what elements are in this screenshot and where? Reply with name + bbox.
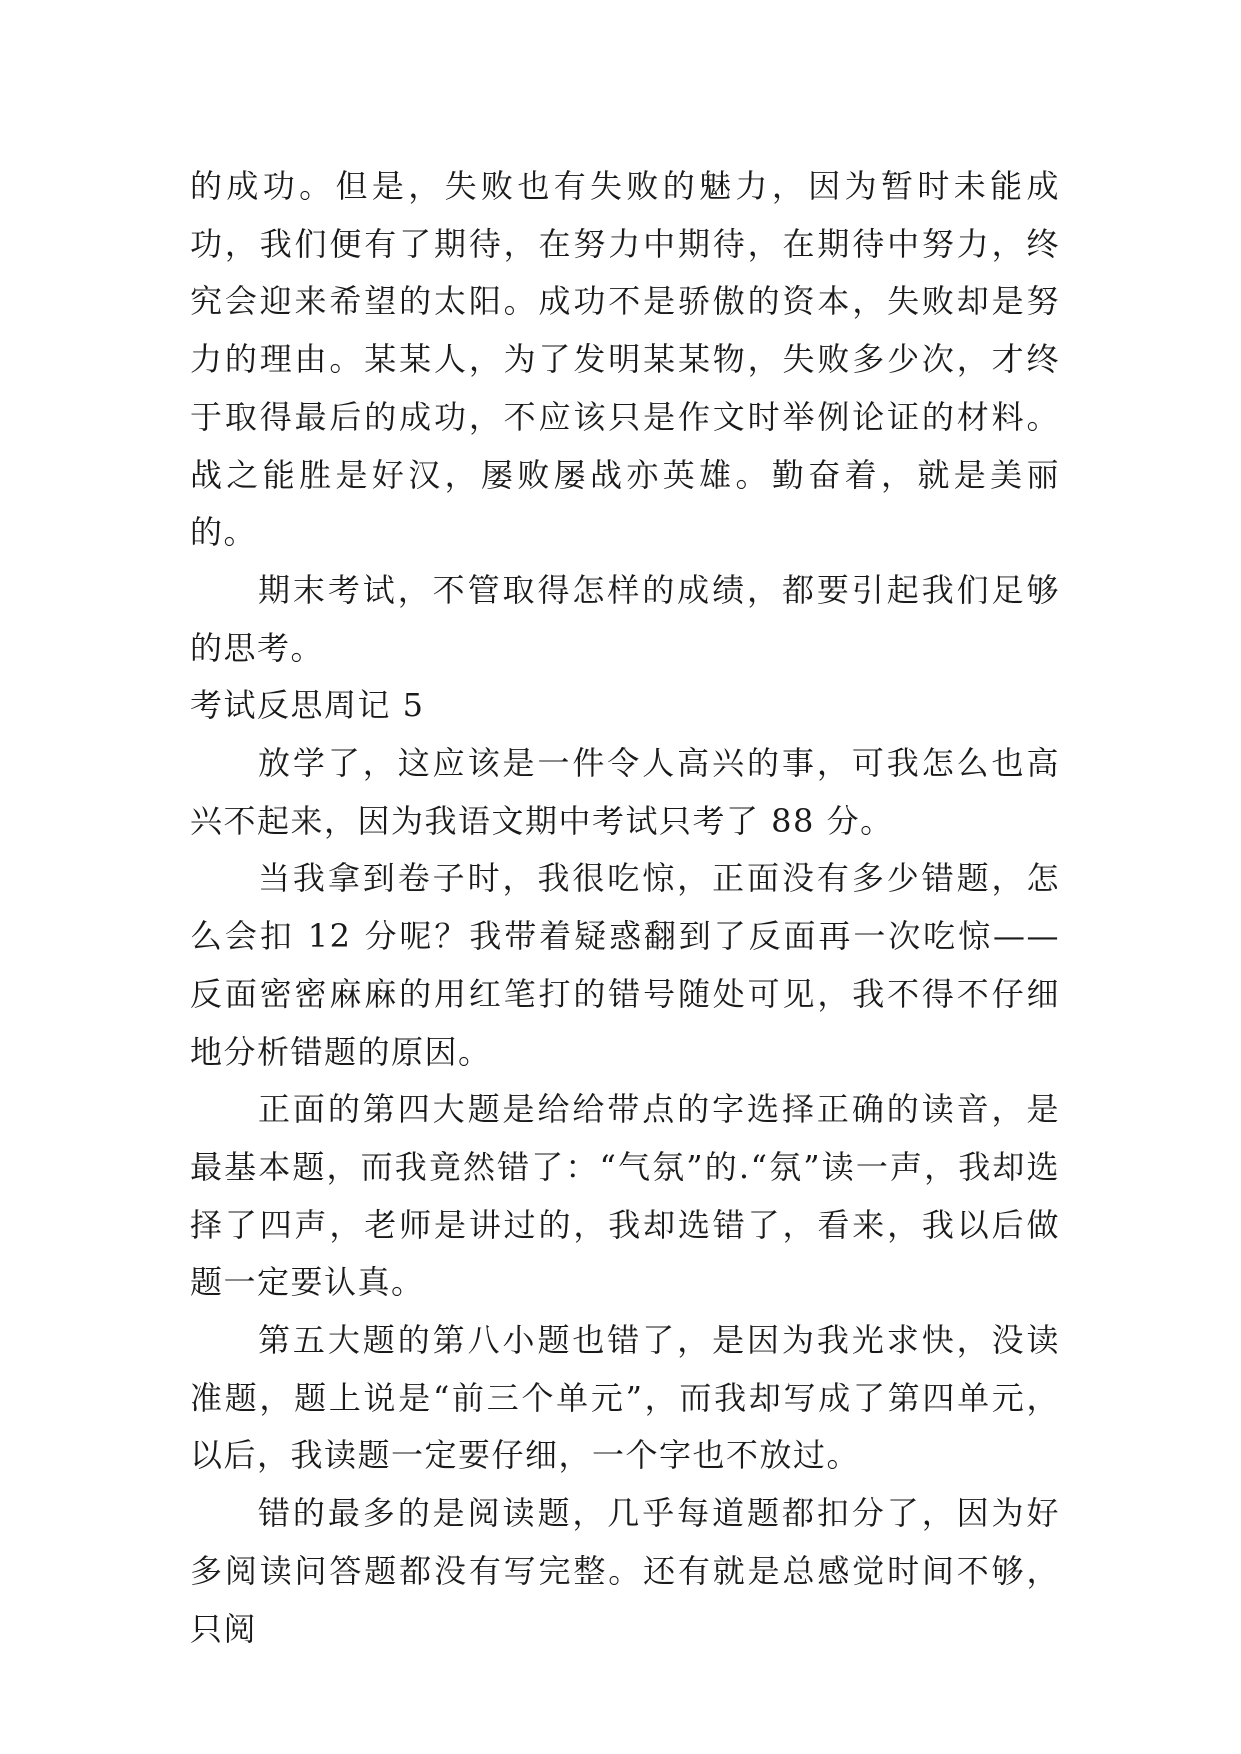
paragraph-question-five: 第五大题的第八小题也错了，是因为我光求快，没读准题，题上说是“前三个单元”，而我却写成了第四单元，以后，我读题一定要仔细，一个字也不放过。	[190, 1321, 1060, 1475]
paragraph-continued: 的成功。但是，失败也有失败的魅力，因为暂时未能成功，我们便有了期待，在努力中期待，在期待中努力，终究会迎来希望的太阳。成功不是骄傲的资本，失败却是努力的理由。某某人，为了发明某某物，失败多少次，才终于取得最后的成功，不应该只是作文时举例论证的材料。战之能胜是好汉，屡败屡战亦英雄。勤奋着，就是美丽的。	[190, 167, 1060, 552]
paragraph-question-four: 正面的第四大题是给给带点的字选择正确的读音，是最基本题，而我竟然错了：“气氛”的.“氛”读一声，我却选择了四声，老师是讲过的，我却选错了，看来，我以后做题一定要认真。	[190, 1090, 1060, 1302]
paragraph-reading-questions: 错的最多的是阅读题，几乎每道题都扣分了，因为好多阅读问答题都没有写完整。还有就是总感觉时间不够，只阅	[190, 1494, 1060, 1648]
paragraph-exam-reflection: 期末考试，不管取得怎样的成绩，都要引起我们足够的思考。	[190, 570, 1060, 667]
paragraph-exam-paper: 当我拿到卷子时，我很吃惊，正面没有多少错题，怎么会扣 12 分呢？我带着疑惑翻到了反面再一次吃惊——反面密密麻麻的用红笔打的错号随处可见，我不得不仔细地分析错题的原因。	[190, 859, 1060, 1071]
paragraph-after-school: 放学了，这应该是一件令人高兴的事，可我怎么也高兴不起来，因为我语文期中考试只考了 88 分。	[190, 744, 1060, 840]
document-body	[190, 158, 1060, 1658]
section-heading: 考试反思周记 5	[190, 686, 425, 725]
